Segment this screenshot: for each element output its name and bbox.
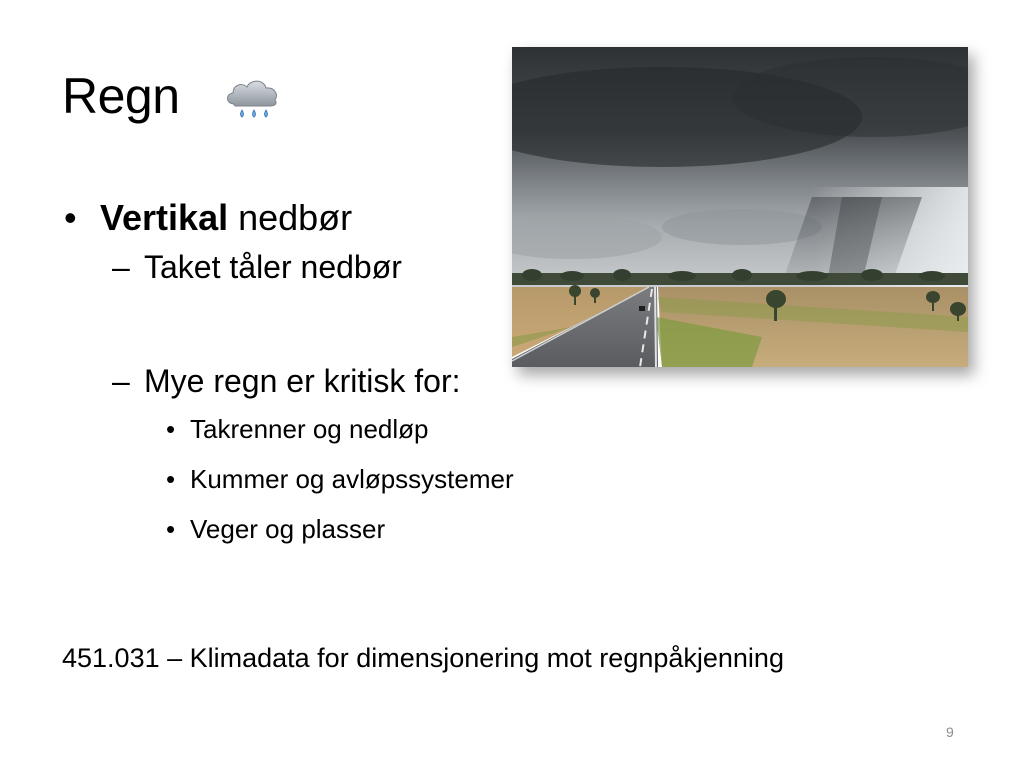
bullet-bold-text: Vertikal (100, 197, 229, 238)
sub-sub-bullet-text: Takrenner og nedløp (190, 414, 429, 444)
rain-storm-photo (512, 47, 968, 367)
bullet-marker: • (166, 464, 176, 494)
sub-sub-bullet-veger (62, 504, 502, 554)
dash-marker: – (112, 249, 130, 285)
sub-sub-bullet-text: Veger og plasser (190, 514, 386, 544)
sub-bullet-mye-regn (62, 358, 502, 404)
sub-sub-bullet-text: Kummer og avløpssystemer (190, 464, 514, 494)
bullet-marker: • (166, 514, 176, 544)
landscape-image (512, 47, 968, 367)
bullet-marker: • (64, 197, 77, 238)
bullet-marker: • (166, 414, 176, 444)
dash-marker: – (112, 363, 130, 399)
page-number: 9 (946, 724, 954, 740)
sub-bullet-text: Taket tåler nedbør (144, 249, 402, 285)
bullet-list (62, 192, 514, 554)
standard-reference: 451.031 – Klimadata for dimensjonering mot regnpåkjenning (62, 643, 784, 673)
slide-title: Regn (62, 68, 180, 124)
sub-bullet-text: Mye regn er kritisk for: (144, 363, 461, 399)
sub-sub-bullet-kummer (62, 454, 514, 504)
bullet-item-vertikal (62, 192, 502, 244)
rain-cloud-icon (222, 72, 284, 126)
bullet-text: nedbør (228, 197, 353, 238)
sub-sub-bullet-takrenner (62, 404, 502, 454)
sub-bullet-taket (62, 244, 502, 290)
